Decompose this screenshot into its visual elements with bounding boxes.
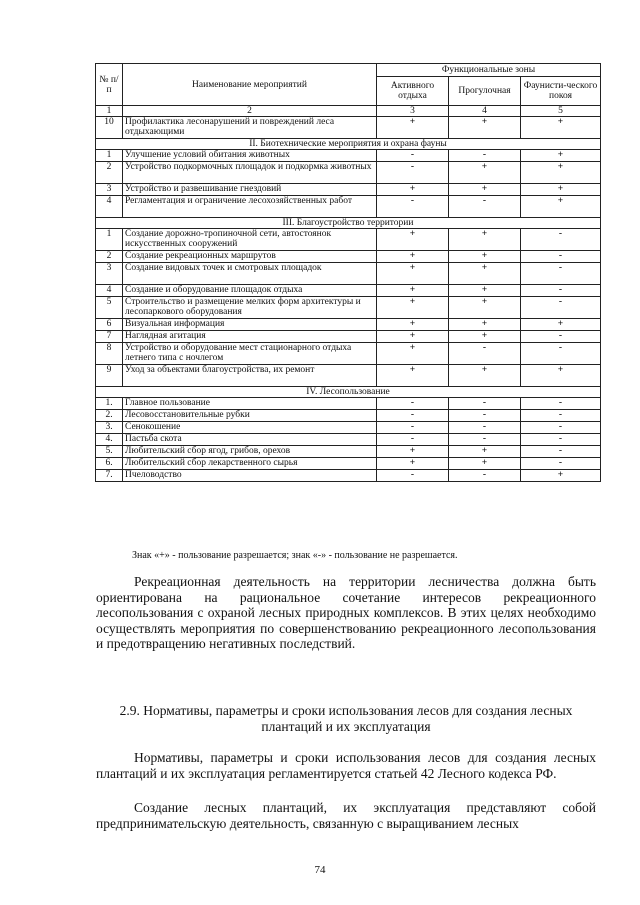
row-num: 9 <box>96 365 123 387</box>
row-zone-walk: - <box>449 150 521 162</box>
row-num: 3. <box>96 422 123 434</box>
row-num: 1. <box>96 398 123 410</box>
row-name: Любительский сбор лекарственного сырья <box>123 458 377 470</box>
row-zone-fauna: + <box>521 162 601 184</box>
row-zone-walk: + <box>449 184 521 196</box>
table-row <box>96 365 601 387</box>
row-zone-walk: + <box>449 285 521 297</box>
table-row <box>96 319 601 331</box>
table-row <box>96 470 601 482</box>
row-zone-walk: + <box>449 319 521 331</box>
row-zone-active: + <box>377 458 449 470</box>
header-zone-walk: Прогулочная <box>449 77 521 106</box>
table-row <box>96 162 601 184</box>
row-zone-walk: + <box>449 229 521 251</box>
row-zone-walk: - <box>449 434 521 446</box>
row-name: Регламентация и ограничение лесохозяйственных работ <box>123 196 377 218</box>
row-zone-active: + <box>377 184 449 196</box>
row-zone-walk: + <box>449 365 521 387</box>
table-row <box>96 410 601 422</box>
table-row <box>96 196 601 218</box>
row-zone-fauna: + <box>521 184 601 196</box>
row-zone-walk: - <box>449 410 521 422</box>
row-zone-active: - <box>377 398 449 410</box>
row-num: 8 <box>96 343 123 365</box>
table-row <box>96 263 601 285</box>
row-zone-fauna: - <box>521 229 601 251</box>
row-zone-walk: + <box>449 331 521 343</box>
row-num: 4 <box>96 196 123 218</box>
row-zone-active: + <box>377 331 449 343</box>
paragraph-plantations: Создание лесных плантаций, их эксплуатация представляют собой предпринимательскую деятельность, связанную с выращиванием лесных <box>96 800 596 831</box>
row-name: Улучшение условий обитания животных <box>123 150 377 162</box>
colnum-4: 4 <box>449 106 521 117</box>
row-zone-fauna: - <box>521 434 601 446</box>
row-zone-fauna: + <box>521 319 601 331</box>
table-row <box>96 343 601 365</box>
row-name: Устройство и оборудование мест стационарного отдыха летнего типа с ночлегом <box>123 343 377 365</box>
section-title: III. Благоустройство территории <box>96 218 601 229</box>
header-zones: Функциональные зоны <box>377 64 601 77</box>
row-name: Сенокошение <box>123 422 377 434</box>
colnum-2: 2 <box>123 106 377 117</box>
row-zone-walk: + <box>449 162 521 184</box>
row-num: 10 <box>96 117 123 139</box>
header-zone-active: Активного отдыха <box>377 77 449 106</box>
row-zone-active: + <box>377 297 449 319</box>
table-row <box>96 422 601 434</box>
row-num: 4 <box>96 285 123 297</box>
activities-table <box>95 63 601 482</box>
table-legend: Знак «+» - пользование разрешается; знак «-» - пользование не разрешается. <box>132 550 458 561</box>
row-zone-walk: + <box>449 458 521 470</box>
row-zone-fauna: - <box>521 422 601 434</box>
row-name: Пчеловодство <box>123 470 377 482</box>
row-name: Создание и оборудование площадок отдыха <box>123 285 377 297</box>
header-num: № п/п <box>96 64 123 106</box>
colnum-5: 5 <box>521 106 601 117</box>
row-num: 4. <box>96 434 123 446</box>
header-zone-fauna: Фаунисти-ческого покоя <box>521 77 601 106</box>
row-zone-fauna: + <box>521 150 601 162</box>
paragraph-recreation: Рекреационная деятельность на территории лесничества должна быть ориентирована на рациональное сочетание интересов рекреационного лесопользования с охраной лесных природных комплексов. В этих целях необходимо осуществлять мероприятия по совершенствованию рекреационного лесопользования и предотвращению негативных последствий. <box>96 574 596 651</box>
section-header-row <box>96 387 601 398</box>
table-row <box>96 229 601 251</box>
row-zone-active: + <box>377 365 449 387</box>
row-zone-active: - <box>377 196 449 218</box>
row-zone-fauna: - <box>521 343 601 365</box>
row-zone-active: + <box>377 343 449 365</box>
table-row <box>96 251 601 263</box>
row-zone-fauna: + <box>521 117 601 139</box>
row-zone-fauna: + <box>521 365 601 387</box>
row-zone-walk: - <box>449 422 521 434</box>
row-zone-active: - <box>377 470 449 482</box>
table-row <box>96 285 601 297</box>
row-num: 1 <box>96 150 123 162</box>
table-row <box>96 446 601 458</box>
row-num: 2. <box>96 410 123 422</box>
row-num: 5 <box>96 297 123 319</box>
row-name: Устройство и развешивание гнездовий <box>123 184 377 196</box>
row-zone-walk: - <box>449 196 521 218</box>
row-name: Визуальная информация <box>123 319 377 331</box>
row-zone-fauna: - <box>521 331 601 343</box>
row-zone-fauna: - <box>521 285 601 297</box>
table-row <box>96 458 601 470</box>
row-name: Лесовосстановительные рубки <box>123 410 377 422</box>
table-row <box>96 297 601 319</box>
row-zone-fauna: - <box>521 398 601 410</box>
row-name: Уход за объектами благоустройства, их ремонт <box>123 365 377 387</box>
row-zone-active: + <box>377 251 449 263</box>
row-name: Создание дорожно-тропиночной сети, автостоянок искусственных сооружений <box>123 229 377 251</box>
row-num: 7 <box>96 331 123 343</box>
colnum-1: 1 <box>96 106 123 117</box>
row-num: 2 <box>96 251 123 263</box>
row-zone-walk: + <box>449 263 521 285</box>
row-num: 6 <box>96 319 123 331</box>
row-num: 6. <box>96 458 123 470</box>
row-zone-walk: + <box>449 251 521 263</box>
row-num: 5. <box>96 446 123 458</box>
table-row <box>96 150 601 162</box>
row-name: Наглядная агитация <box>123 331 377 343</box>
row-name: Строительство и размещение мелких форм архитектуры и лесопаркового оборудования <box>123 297 377 319</box>
row-zone-walk: - <box>449 343 521 365</box>
table-row <box>96 184 601 196</box>
row-zone-active: - <box>377 162 449 184</box>
row-zone-walk: + <box>449 297 521 319</box>
row-zone-walk: + <box>449 446 521 458</box>
row-zone-fauna: + <box>521 196 601 218</box>
colnum-3: 3 <box>377 106 449 117</box>
row-zone-walk: + <box>449 117 521 139</box>
row-name: Пастьба скота <box>123 434 377 446</box>
row-num: 2 <box>96 162 123 184</box>
header-name: Наименование мероприятий <box>123 64 377 106</box>
row-num: 3 <box>96 184 123 196</box>
row-zone-fauna: - <box>521 297 601 319</box>
row-zone-fauna: - <box>521 263 601 285</box>
row-zone-active: + <box>377 117 449 139</box>
row-zone-fauna: - <box>521 446 601 458</box>
section-title: IV. Лесопользование <box>96 387 601 398</box>
row-name: Создание видовых точек и смотровых площадок <box>123 263 377 285</box>
row-name: Любительский сбор ягод, грибов, орехов <box>123 446 377 458</box>
row-zone-active: - <box>377 150 449 162</box>
row-zone-fauna: + <box>521 470 601 482</box>
row-zone-walk: - <box>449 398 521 410</box>
table-row <box>96 434 601 446</box>
row-zone-active: + <box>377 446 449 458</box>
page-number: 74 <box>314 864 326 876</box>
row-num: 1 <box>96 229 123 251</box>
section-header-row <box>96 218 601 229</box>
row-zone-active: + <box>377 263 449 285</box>
row-name: Главное пользование <box>123 398 377 410</box>
table-row <box>96 331 601 343</box>
table-row <box>96 398 601 410</box>
row-num: 3 <box>96 263 123 285</box>
section-heading: 2.9. Нормативы, параметры и сроки использования лесов для создания лесных плантаций и их эксплуатация <box>119 703 573 734</box>
row-zone-active: + <box>377 319 449 331</box>
row-zone-active: + <box>377 285 449 297</box>
table-row <box>96 117 601 139</box>
section-title: II. Биотехнические мероприятия и охрана фауны <box>96 139 601 150</box>
row-zone-active: - <box>377 434 449 446</box>
row-zone-active: + <box>377 229 449 251</box>
row-zone-active: - <box>377 410 449 422</box>
row-zone-fauna: - <box>521 410 601 422</box>
row-zone-active: - <box>377 422 449 434</box>
row-zone-walk: - <box>449 470 521 482</box>
row-num: 7. <box>96 470 123 482</box>
row-name: Устройство подкормочных площадок и подкормка животных <box>123 162 377 184</box>
section-header-row <box>96 139 601 150</box>
row-zone-fauna: - <box>521 251 601 263</box>
row-zone-fauna: - <box>521 458 601 470</box>
row-name: Профилактика лесонарушений и повреждений леса отдыхающими <box>123 117 377 139</box>
row-name: Создание рекреационных маршрутов <box>123 251 377 263</box>
paragraph-norms: Нормативы, параметры и сроки использования лесов для создания лесных плантаций и их эксплуатация регламентируется статьей 42 Лесного кодекса РФ. <box>96 750 596 781</box>
